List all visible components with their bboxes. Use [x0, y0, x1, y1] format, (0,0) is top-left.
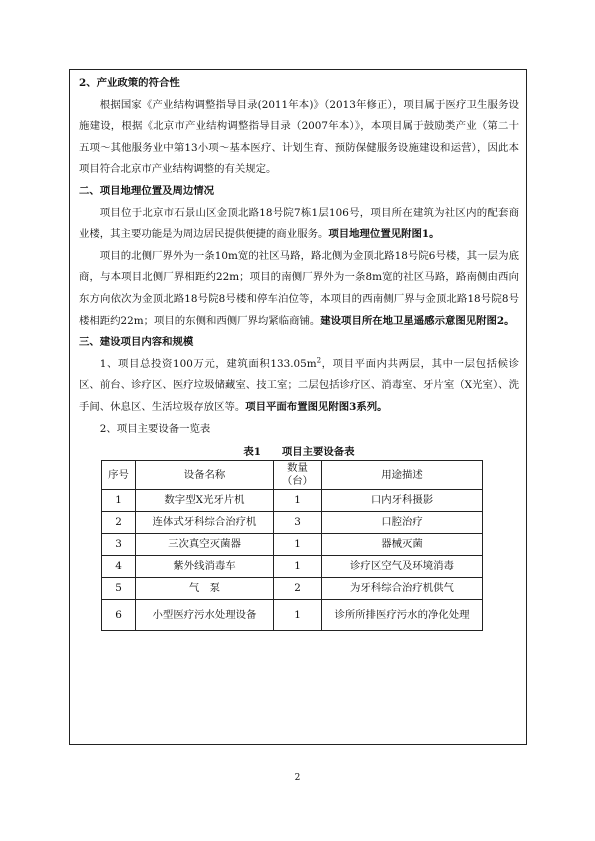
table-cell: 诊疗区空气及环境消毒 — [322, 556, 483, 578]
policy-paragraph: 根据国家《产业结构调整指导目录(2011年本)》（2013年修正），项目属于医疗卫生服务设施建设，根据《北京市产业结构调整指导目录（2007年本）》，本项目属于鼓励类产业（第二十五项～其他服务业中第13小项～基本医疗、计划生育、预防保健服务设施建设和运营），因此本项目符合北京市产业结构调整的有关规定。 — [79, 98, 519, 176]
table-cell: 为牙科综合治疗机供气 — [322, 578, 483, 600]
equipment-subheading: 2、项目主要设备一览表 — [99, 422, 211, 435]
table-cell: 1 — [274, 534, 322, 556]
document-body — [79, 73, 519, 631]
scale-superscript: 2 — [316, 356, 322, 365]
table-row — [102, 578, 483, 600]
table-row — [102, 556, 483, 578]
header-name: 设备名称 — [136, 461, 274, 490]
table-row — [102, 600, 483, 631]
table-cell: 1 — [274, 490, 322, 512]
location-paragraph-1 — [79, 203, 519, 246]
table-cell: 4 — [102, 556, 136, 578]
table-cell: 气 泵 — [136, 578, 274, 600]
page-number: 2 — [294, 773, 301, 783]
table-row — [102, 512, 483, 534]
table-cell: 紫外线消毒车 — [136, 556, 274, 578]
location-text-1: 项目位于北京市石景山区金顶北路18号院7栋1层106号，项目所在建筑为社区内的配套商业楼，其主要功能是为周边居民提供便捷的商业服务。 — [79, 206, 519, 241]
equipment-table — [101, 460, 483, 631]
table-cell: 3 — [102, 534, 136, 556]
table-caption: 表1 项目主要设备表 — [243, 446, 355, 459]
table-cell: 连体式牙科综合治疗机 — [136, 512, 274, 534]
table-cell: 2 — [274, 578, 322, 600]
table-cell: 口内牙科摄影 — [322, 490, 483, 512]
table-cell: 数字型X光牙片机 — [136, 490, 274, 512]
table-cell: 小型医疗污水处理设备 — [136, 600, 274, 631]
table-header-row — [102, 461, 483, 490]
scale-text-pre: 1、项目总投资100万元，建筑面积133.05m — [99, 357, 317, 370]
table-cell: 2 — [102, 512, 136, 534]
table-cell: 5 — [102, 578, 136, 600]
location-text-2: 项目的北侧厂界外为一条10m宽的社区马路，路北侧为金顶北路18号院6号楼，其一层为底商，与本项目北侧厂界相距约22m；项目的南侧厂界外为一条8m宽的社区马路，路南侧由西向东方向依次为金顶北路18号院8号楼和停车泊位等，本项目的西南侧厂界与金顶北路18号院8号楼相距约22m；项目的东侧和西侧厂界均紧临商铺。 — [79, 249, 519, 327]
policy-heading: 2、产业政策的符合性 — [79, 77, 180, 89]
location-ref-1: 项目地理位置见附图1。 — [328, 228, 440, 241]
header-quantity: 数量（台） — [274, 461, 322, 490]
location-ref-2: 建设项目所在地卫星遥感示意图见附图2。 — [320, 314, 515, 327]
scale-text-post: ，项目平面内共两层，其中一层包括候诊区、前台、诊疗区、医疗垃圾储藏室、技工室；二层包括诊疗区、消毒室、牙片室（X光室）、洗手间、休息区、生活垃圾存放区等。 — [79, 357, 519, 413]
table-cell: 3 — [274, 512, 322, 534]
location-paragraph-2 — [79, 246, 519, 332]
table-cell: 三次真空灭菌器 — [136, 534, 274, 556]
table-cell: 口腔治疗 — [322, 512, 483, 534]
table-row — [102, 490, 483, 512]
scale-heading: 三、建设项目内容和规模 — [79, 336, 194, 349]
header-usage: 用途描述 — [322, 461, 483, 490]
table-row — [102, 534, 483, 556]
table-cell: 诊所所排医疗污水的净化处理 — [322, 600, 483, 631]
table-cell: 6 — [102, 600, 136, 631]
scale-ref: 项目平面布置图见附图3系列。 — [245, 400, 388, 413]
header-index: 序号 — [102, 461, 136, 490]
table-cell: 1 — [274, 600, 322, 631]
scale-paragraph — [79, 354, 519, 419]
table-cell: 1 — [102, 490, 136, 512]
location-heading: 二、项目地理位置及周边情况 — [79, 184, 215, 197]
table-cell: 1 — [274, 556, 322, 578]
table-cell: 器械灭菌 — [322, 534, 483, 556]
